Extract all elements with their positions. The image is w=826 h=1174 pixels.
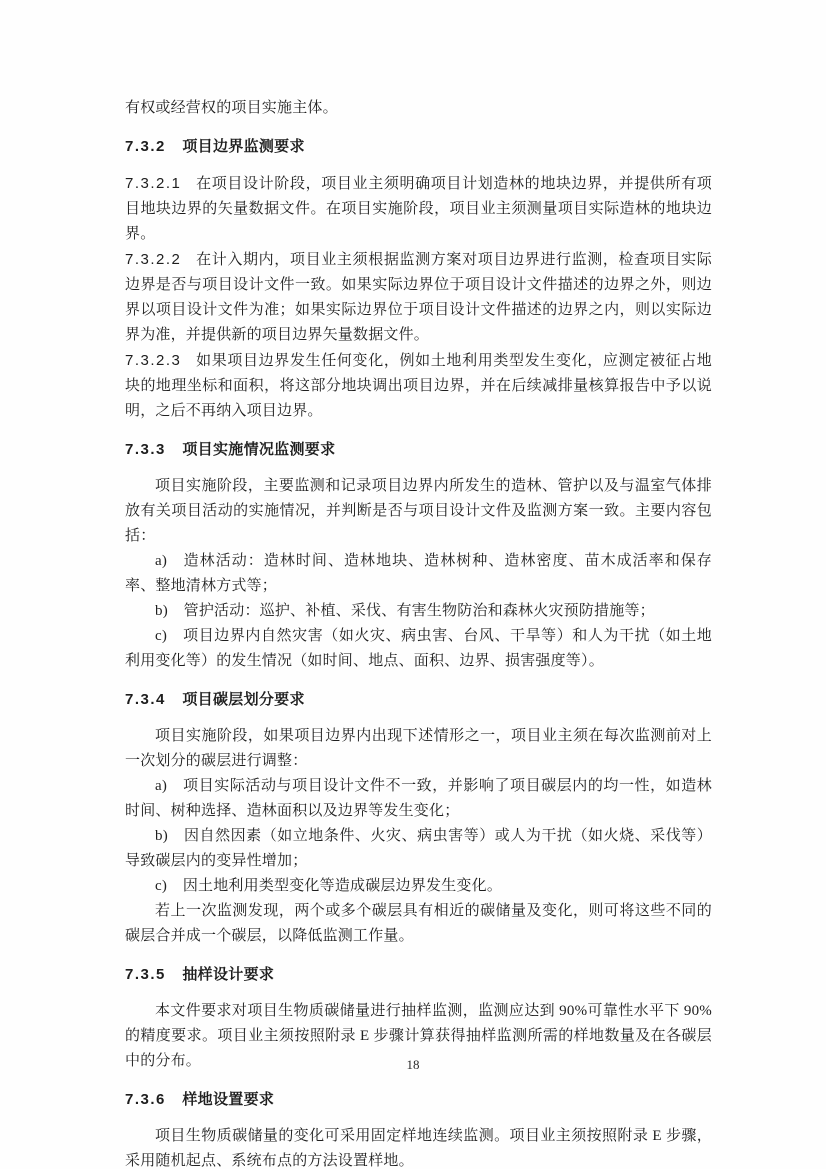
- list-item-text: 造林活动：造林时间、造林地块、造林树种、造林密度、苗木成活率和保存率、整地清林方式等；: [125, 553, 712, 594]
- section-number: 7.3.4: [125, 691, 166, 708]
- list-item-marker: a): [155, 778, 168, 794]
- list-item-text: 项目实际活动与项目设计文件不一致，并影响了项目碳层内的均一性，如造林时间、树种选择、造林面积以及边界等发生变化；: [125, 778, 712, 819]
- body-paragraph: 项目实施阶段，主要监测和记录项目边界内所发生的造林、管护以及与温室气体排放有关项目活动的实施情况，并判断是否与项目设计文件及监测方案一致。主要内容包括：: [125, 478, 712, 544]
- body-paragraph: 本文件要求对项目生物质碳储量进行抽样监测，监测应达到 90%可靠性水平下 90%的精度要求。项目业主须按照附录 E 步骤计算获得抽样监测所需的样地数量及在各碳层中的分布。: [125, 1003, 712, 1069]
- section-heading-7-3-2: [125, 134, 712, 159]
- list-item-text: 项目边界内自然灾害（如火灾、病虫害、台风、干旱等）和人为干扰（如土地利用变化等）的发生情况（如时间、地点、面积、边界、损害强度等）。: [125, 628, 712, 669]
- list-item-marker: b): [155, 828, 168, 844]
- clause-text: 如果项目边界发生任何变化，例如土地利用类型发生变化，应测定被征占地块的地理坐标和面积，将这部分地块调出项目边界，并在后续减排量核算报告中予以说明，之后不再纳入项目边界。: [125, 353, 712, 419]
- list-item-marker: c): [155, 628, 168, 644]
- list-item-marker: a): [155, 553, 168, 569]
- body-paragraph: 若上一次监测发现，两个或多个碳层具有相近的碳储量及变化，则可将这些不同的碳层合并成一个碳层，以降低监测工作量。: [125, 903, 712, 944]
- clause-number: 7.3.2.1: [125, 175, 182, 192]
- clause-paragraph: [125, 171, 712, 247]
- list-item: [125, 824, 712, 874]
- section-title: 样地设置要求: [182, 1091, 275, 1108]
- clause-text: 在计入期内，项目业主须根据监测方案对项目边界进行监测，检查项目实际边界是否与项目设计文件一致。如果实际边界位于项目设计文件描述的边界之外，则边界以项目设计文件为准；如果实际边界位于项目设计文件描述的边界之内，则以实际边界为准，并提供新的项目边界矢量数据文件。: [125, 252, 712, 343]
- list-item: [125, 624, 712, 674]
- section-heading-7-3-4: [125, 687, 712, 712]
- list-item-marker: b): [155, 603, 168, 619]
- clause-paragraph: [125, 348, 712, 424]
- list-item: [125, 874, 712, 899]
- list-item-text: 管护活动：巡护、补植、采伐、有害生物防治和森林火灾预防措施等；: [183, 603, 655, 619]
- list-item: [125, 774, 712, 824]
- section-title: 项目碳层划分要求: [182, 691, 305, 708]
- page-number: 18: [406, 1057, 420, 1072]
- clause-text: 在项目设计阶段，项目业主须明确项目计划造林的地块边界，并提供所有项目地块边界的矢量数据文件。在项目实施阶段，项目业主须测量项目实际造林的地块边界。: [125, 176, 712, 242]
- list-item-marker: c): [155, 878, 168, 894]
- section-title: 项目实施情况监测要求: [182, 441, 336, 458]
- body-paragraph: 项目生物质碳储量的变化可采用固定样地连续监测。项目业主须按照附录 E 步骤，采用随机起点、系统布点的方法设置样地。: [125, 1128, 712, 1169]
- page-content: [125, 96, 712, 1174]
- continuation-paragraph: 有权或经营权的项目实施主体。: [125, 100, 338, 116]
- section-heading-7-3-6: [125, 1087, 712, 1112]
- body-paragraph: 项目实施阶段，如果项目边界内出现下述情形之一，项目业主须在每次监测前对上一次划分的碳层进行调整：: [125, 728, 712, 769]
- list-item-text: 因土地利用类型变化等造成碳层边界发生变化。: [182, 878, 503, 894]
- list-item: [125, 549, 712, 599]
- list-item: [125, 599, 712, 624]
- clause-number: 7.3.2.3: [125, 352, 182, 369]
- section-number: 7.3.6: [125, 1091, 166, 1108]
- section-title: 抽样设计要求: [182, 966, 275, 983]
- section-number: 7.3.3: [125, 441, 166, 458]
- clause-number: 7.3.2.2: [125, 251, 182, 268]
- clause-paragraph: [125, 247, 712, 348]
- section-number: 7.3.5: [125, 966, 166, 983]
- section-title: 项目边界监测要求: [182, 138, 305, 155]
- section-heading-7-3-3: [125, 437, 712, 462]
- section-heading-7-3-5: [125, 962, 712, 987]
- list-item-text: 因自然因素（如立地条件、火灾、病虫害等）或人为干扰（如火烧、采伐等）导致碳层内的变异性增加；: [125, 828, 712, 869]
- section-number: 7.3.2: [125, 138, 166, 155]
